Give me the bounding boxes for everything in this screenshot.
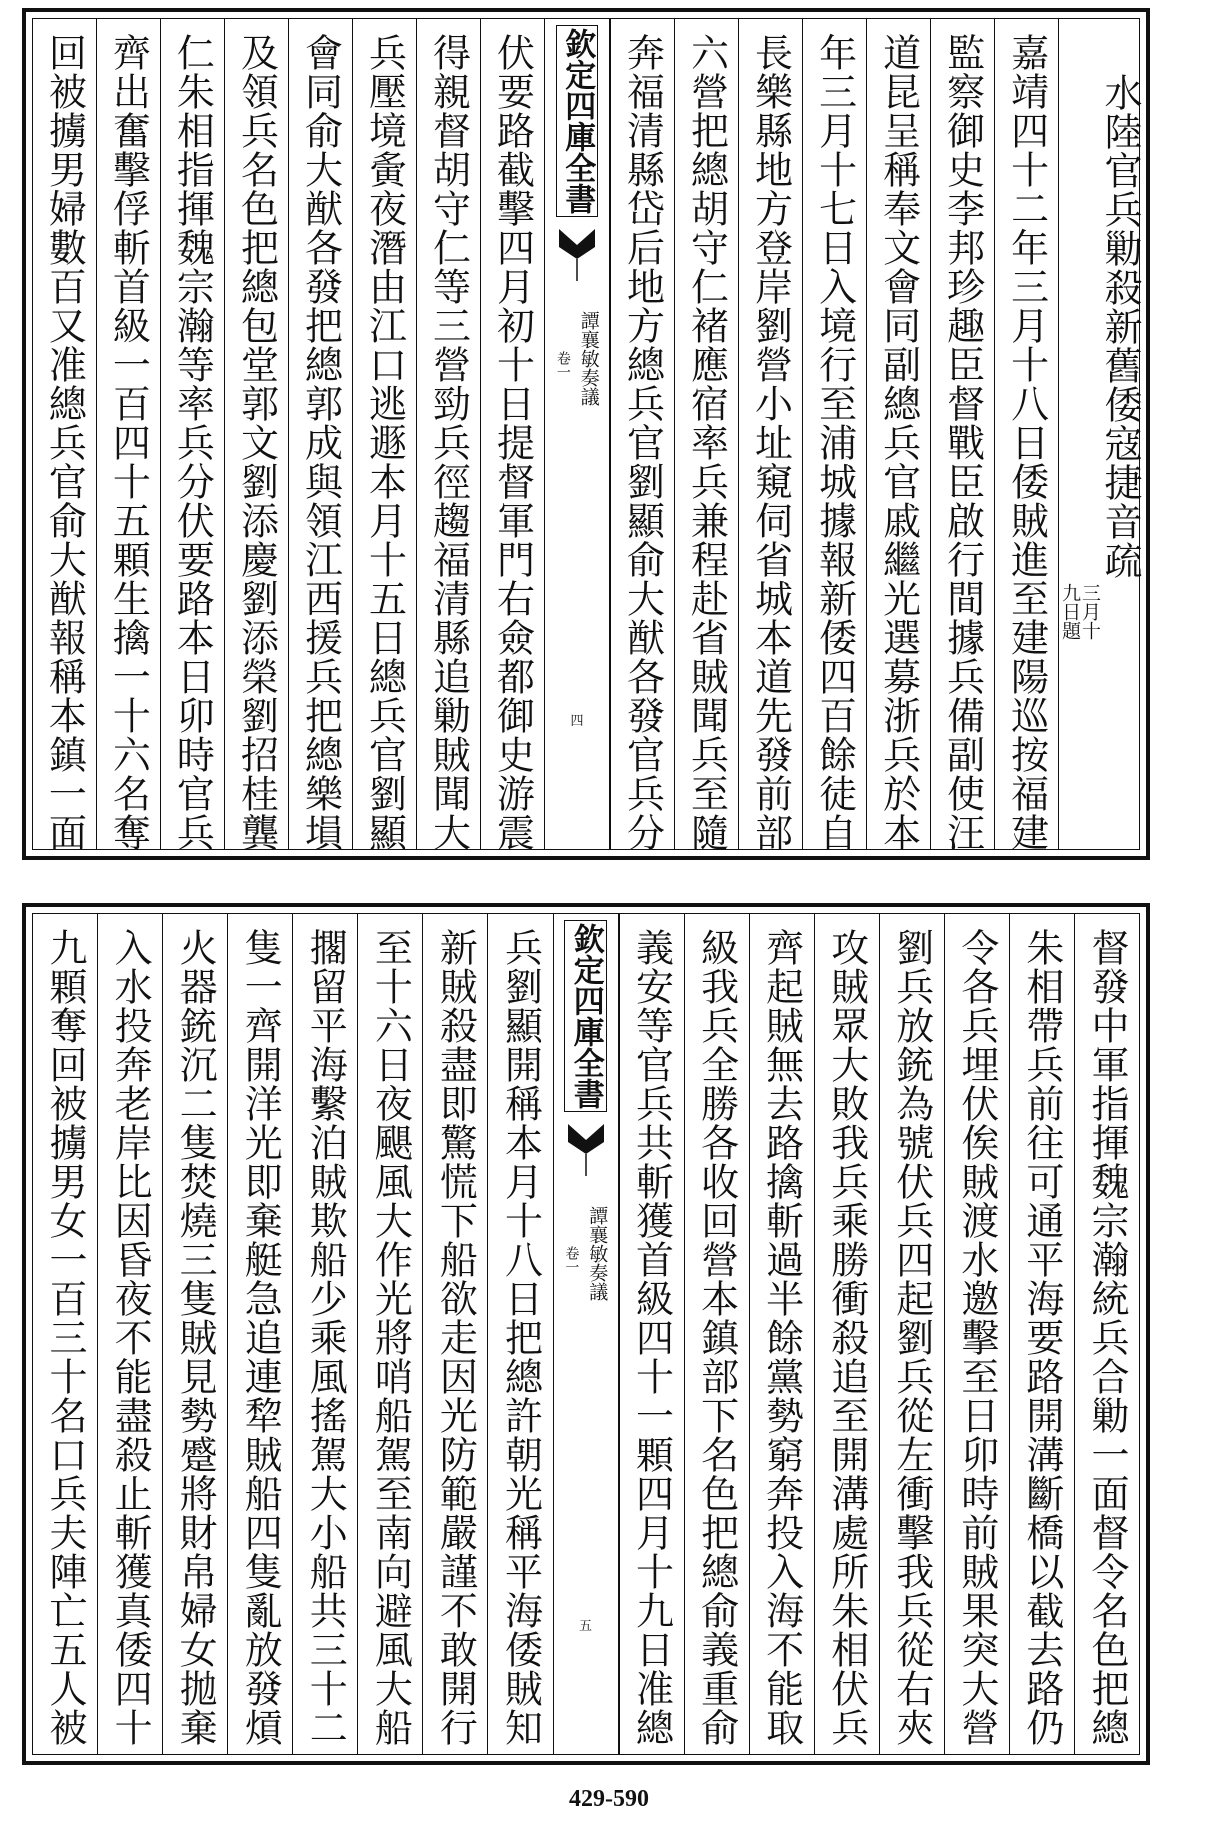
text-line: 仁朱相指揮魏宗瀚等率兵分伏要路本日卯時官兵 (170, 33, 215, 852)
text-column (160, 19, 224, 852)
text-column (480, 19, 544, 852)
book-title-char: 議 (577, 387, 600, 406)
date-note: 九日題 (1059, 583, 1082, 640)
collection-label: 欽定四庫全書 (556, 25, 599, 217)
text-line: 六營把總胡守仁褚應宿率兵兼程赴省賊聞兵至隨 (684, 33, 729, 852)
fish-tail-mark-icon (557, 227, 597, 281)
text-column (224, 19, 288, 852)
page-frame (32, 913, 1140, 1755)
text-line: 擱留平海繫泊賊欺船少乘風搖駕大小船共三十二 (303, 928, 348, 1747)
text-line: 九顆奪回被擄男女一百三十名口兵夫陣亡五人被 (43, 928, 88, 1747)
text-column (422, 914, 487, 1754)
text-line: 得親督胡守仁等三營勁兵徑趨福清縣追勦賊聞大 (426, 33, 471, 852)
text-line: 令各兵埋伏俟賊渡水邀擊至日卯時前賊果突大營 (954, 928, 999, 1747)
text-column (684, 914, 749, 1754)
text-line: 至十六日夜颶風大作光將哨船駕至南向避風大船 (368, 928, 413, 1747)
text-line: 朱相帶兵前往可通平海要路開溝斷橋以截去路仍 (1019, 928, 1064, 1747)
text-column (96, 19, 160, 852)
text-column (802, 19, 866, 852)
text-column (357, 914, 422, 1754)
text-column (879, 914, 944, 1754)
text-column (227, 914, 292, 1754)
text-line: 長樂縣地方登岸劉營小址窺伺省城本道先發前部 (748, 33, 793, 852)
heading-column (1058, 19, 1142, 849)
text-column (814, 914, 879, 1754)
text-line: 劉兵放銃為號伏兵四起劉兵從左衝擊我兵從右夾 (889, 928, 934, 1747)
text-line: 兵壓境夤夜潛由江口逃遯本月十五日總兵官劉顯 (362, 33, 407, 852)
text-column (33, 19, 96, 852)
text-column (33, 914, 97, 1754)
collection-label: 欽定四庫全書 (564, 920, 607, 1112)
book-title-char: 譚 (577, 311, 600, 330)
text-line: 年三月十七日入境行至浦城據報新倭四百餘徒自 (812, 33, 857, 852)
page-frame (32, 18, 1140, 850)
text-line: 嘉靖四十二年三月十八日倭賊進至建陽巡按福建 (1004, 33, 1049, 852)
text-column (162, 914, 227, 1754)
book-title-char: 議 (586, 1282, 609, 1301)
text-line: 回被擄男婦數百又准總兵官俞大猷報稱本鎮一面 (42, 33, 87, 852)
text-line: 隻一齊開洋光即棄艇急追連犂賊船四隻亂放發熕 (238, 928, 283, 1747)
text-line: 級我兵全勝各收回營本鎮部下名色把總俞義重俞 (694, 928, 739, 1747)
book-title-char: 奏 (577, 368, 600, 387)
memorial-title: 水陸官兵勦殺新舊倭寇捷音疏 (1098, 73, 1142, 580)
text-column (1074, 914, 1139, 1754)
text-column (738, 19, 802, 852)
text-column (749, 914, 814, 1754)
book-title-char: 奏 (586, 1263, 609, 1282)
text-line: 新賊殺盡即驚慌下船欲走因光防範嚴謹不敢開行 (433, 928, 478, 1747)
text-line: 會同俞大猷各發把總郭成與領江西援兵把總樂塤 (298, 33, 343, 852)
text-line: 伏要路截擊四月初十日提督軍門右僉都御史游震 (490, 33, 535, 852)
volume-label: 卷一 (554, 351, 571, 379)
document-page-top (22, 8, 1150, 860)
text-column (1009, 914, 1074, 1754)
book-title (578, 311, 599, 406)
text-column (352, 19, 416, 852)
text-column (610, 19, 674, 852)
text-column (674, 19, 738, 852)
text-column (288, 19, 352, 852)
text-line: 火器銃沉二隻焚燒三隻賊見勢蹙將財帛婦女拋棄 (173, 928, 218, 1747)
text-line: 奔福清縣岱后地方總兵官劉顯俞大猷各發官兵分 (620, 33, 665, 852)
text-line: 兵劉顯開稱本月十八日把總許朝光稱平海倭賊知 (498, 928, 543, 1747)
fish-tail-mark-icon (566, 1122, 606, 1176)
center-gutter (544, 19, 610, 849)
text-line: 入水投奔老岸比因昏夜不能盡殺止斬獲真倭四十 (108, 928, 153, 1747)
text-line: 齊起賊無去路擒斬過半餘黨勢窮奔投入海不能取 (759, 928, 804, 1747)
text-column (930, 19, 994, 852)
document-page-bottom (22, 903, 1150, 1765)
text-line: 攻賊眾大敗我兵乘勝衝殺追至開溝處所朱相伏兵 (824, 928, 869, 1747)
text-line: 督發中軍指揮魏宗瀚統兵合勦一面督令名色把總 (1084, 928, 1129, 1747)
text-column (416, 19, 480, 852)
book-title-char: 敏 (577, 349, 600, 368)
date-note: 三月十 (1079, 583, 1101, 640)
text-line: 監察御史李邦珍趣臣督戰臣啟行間據兵備副使汪 (940, 33, 985, 852)
text-line: 道昆呈稱奉文會同副總兵官戚繼光選募浙兵於本 (876, 33, 921, 852)
text-line: 及領兵名色把總包堂郭文劉添慶劉添榮劉招桂龔 (234, 33, 279, 852)
book-title-char: 襄 (577, 330, 600, 349)
page-reference: 429-590 (569, 1786, 649, 1812)
text-column (487, 914, 552, 1754)
text-column (944, 914, 1009, 1754)
text-column (994, 19, 1058, 852)
text-line: 齊出奮擊俘斬首級一百四十五顆生擒一十六名奪 (106, 33, 151, 852)
text-column (292, 914, 357, 1754)
folio-number: 五 (578, 1619, 592, 1634)
volume-label: 卷一 (563, 1246, 580, 1274)
text-line: 義安等官兵共斬獲首級四十一顆四月十九日准總 (629, 928, 674, 1747)
book-title-char: 敏 (586, 1244, 609, 1263)
text-column (866, 19, 930, 852)
text-column (619, 914, 684, 1754)
book-title (586, 1206, 607, 1301)
book-title-char: 襄 (586, 1225, 609, 1244)
center-gutter (553, 914, 619, 1754)
folio-number: 四 (570, 714, 584, 729)
book-title-char: 譚 (586, 1206, 609, 1225)
text-column (97, 914, 162, 1754)
